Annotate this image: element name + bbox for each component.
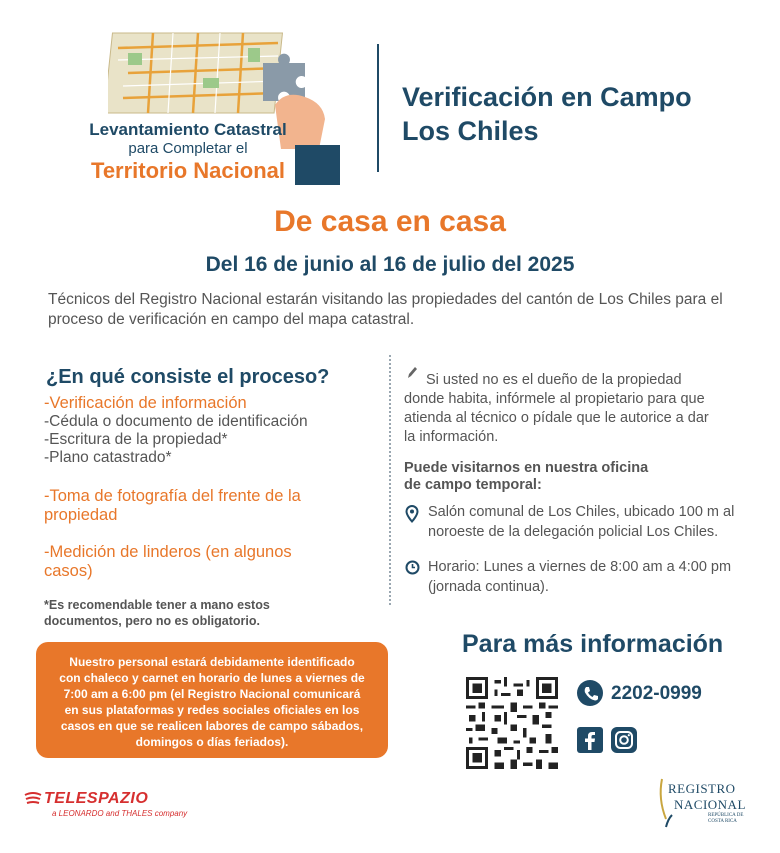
telespazio-tagline: a LEONARDO and THALES company [52, 809, 188, 818]
page-title-line1: Verificación en Campo [402, 82, 692, 112]
telespazio-swoosh-icon [24, 791, 42, 807]
notice-line: con chaleco y carnet en horario de lunes a viernes de [59, 671, 365, 685]
location-line1: Salón comunal de Los Chiles, ubicado 100 m al [428, 504, 735, 520]
notice-line: en sus plataformas y redes sociales oficiales en los [64, 703, 360, 717]
clock-icon [405, 560, 420, 575]
rn-line1: REGISTRO [668, 781, 736, 796]
doc-item: -Escritura de la propiedad* [44, 431, 228, 448]
notice-line: 7:00 am a 6:00 pm (el Registro Nacional comunicará [63, 687, 361, 701]
hours-line1: Horario: Lunes a viernes de 8:00 am a 4:00 pm [428, 559, 732, 575]
process-heading: ¿En qué consiste el proceso? [46, 366, 330, 388]
note-line1: *Es recomendable tener a mano estos [44, 598, 270, 612]
step-measure-line1: -Medición de linderos (en algunos [44, 543, 292, 561]
qr-code[interactable] [466, 677, 558, 769]
owner-text-line2: donde habita, infórmele al propietario para que [404, 391, 705, 407]
notice-line: Nuestro personal estará debidamente identificado [69, 655, 355, 669]
rn-line4: COSTA RICA [708, 819, 737, 824]
location-pin-icon [405, 505, 419, 523]
personnel-notice [36, 642, 388, 758]
doc-item: -Cédula o documento de identificación [44, 413, 308, 430]
hours-line2: (jornada continua). [428, 579, 549, 595]
rn-line3: REPÚBLICA DE [708, 813, 744, 818]
phone-number[interactable]: 2202-0999 [611, 683, 702, 704]
owner-text-line4: la información. [404, 429, 499, 445]
note-line2: documentos, pero no es obligatorio. [44, 614, 260, 628]
step-photo-line1: -Toma de fotografía del frente de la [44, 487, 301, 505]
instagram-icon[interactable] [611, 727, 637, 753]
pencil-icon [406, 366, 418, 380]
facebook-icon[interactable] [577, 727, 603, 753]
telespazio-logo: TELESPAZIO [44, 790, 149, 807]
registro-nacional-logo [656, 775, 756, 835]
location-line2: noroeste de la delegación policial Los Chiles. [428, 524, 719, 540]
column-divider [389, 355, 391, 605]
rn-line2: NACIONAL [674, 797, 746, 812]
notice-line: domingos o días feriados). [135, 735, 289, 749]
more-info-heading: Para más información [462, 630, 724, 658]
documents-note [44, 597, 344, 629]
owner-text-line3: atienda al técnico o pídale que le autorice a dar [404, 410, 709, 426]
visit-heading-line1: Puede visitarnos en nuestra oficina [404, 460, 649, 476]
doc-item: -Plano catastrado* [44, 449, 172, 466]
step-verification: -Verificación de información [44, 394, 247, 412]
logo-title-line3: Territorio Nacional [91, 158, 285, 183]
header-divider [377, 44, 379, 172]
logo-title-line1: Levantamiento Catastral [89, 120, 287, 139]
visit-heading-line2: de campo temporal: [404, 477, 542, 493]
tagline: De casa en casa [274, 205, 506, 238]
visit-heading [404, 460, 734, 494]
date-range: Del 16 de junio al 16 de julio del 2025 [205, 253, 575, 276]
step-photo-line2: propiedad [44, 506, 118, 524]
page-title-line2: Los Chiles [402, 116, 539, 146]
intro-paragraph: Técnicos del Registro Nacional estarán visitando las propiedades del cantón de Los Chiles para el proceso de verificación en campo del mapa catastral. [48, 291, 723, 328]
logo-title-line2: para Completar el [128, 140, 248, 157]
owner-text-line1: Si usted no es el dueño de la propiedad [426, 372, 682, 388]
notice-line: casos en que se realicen labores de campo sábados, [60, 719, 364, 733]
step-measure-line2: casos) [44, 562, 93, 580]
phone-icon [577, 680, 603, 706]
page-title [402, 80, 762, 148]
